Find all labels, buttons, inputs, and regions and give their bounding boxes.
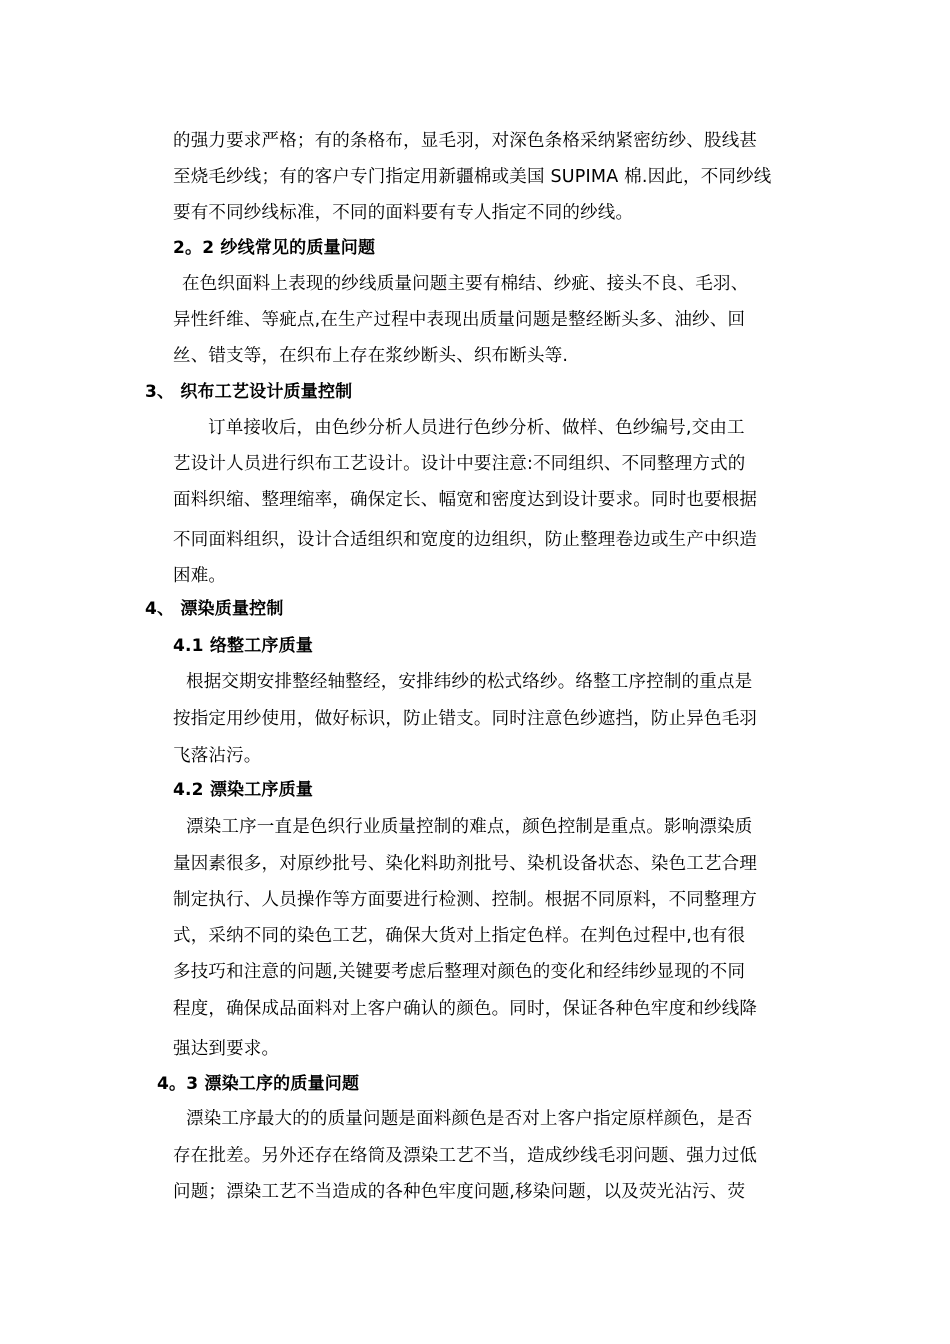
paragraph-line: 订单接收后，由色纱分析人员进行色纱分析、做样、色纱编号,交由工 (208, 418, 745, 438)
paragraph-line: 的强力要求严格；有的条格布，显毛羽，对深色条格采纳紧密纺纱、股线甚 (173, 131, 758, 151)
paragraph-line: 漂染工序一直是色织行业质量控制的难点，颜色控制是重点。影响漂染质 (186, 817, 753, 837)
paragraph-line: 在色织面料上表现的纱线质量问题主要有棉结、纱疵、接头不良、毛羽、 (182, 274, 749, 294)
paragraph-line: 不同面料组织，设计合适组织和宽度的边组织，防止整理卷边或生产中织造 (173, 530, 758, 550)
paragraph-line: 丝、错支等，在织布上存在浆纱断头、织布断头等. (173, 346, 569, 366)
paragraph-line: 制定执行、人员操作等方面要进行检测、控制。根据不同原料，不同整理方 (173, 890, 758, 910)
paragraph-line: 要有不同纱线标准，不同的面料要有专人指定不同的纱线。 (173, 203, 634, 223)
section-heading: 4、 漂染质量控制 (145, 599, 284, 619)
paragraph-line: 困难。 (173, 566, 227, 586)
paragraph-line: 量因素很多，对原纱批号、染化料助剂批号、染机设备状态、染色工艺合理 (173, 854, 758, 874)
paragraph-line: 至烧毛纱线；有的客户专门指定用新疆棉或美国 SUPIMA 棉.因此，不同纱线 (173, 167, 772, 187)
section-heading: 3、 织布工艺设计质量控制 (145, 382, 353, 402)
paragraph-line: 飞落沾污。 (173, 746, 262, 766)
paragraph-line: 艺设计人员进行织布工艺设计。设计中要注意:不同组织、不同整理方式的 (173, 454, 746, 474)
paragraph-line: 程度，确保成品面料对上客户确认的颜色。同时，保证各种色牢度和纱线降 (173, 999, 758, 1019)
paragraph-line: 面料织缩、整理缩率，确保定长、幅宽和密度达到设计要求。同时也要根据 (173, 490, 758, 510)
paragraph-line: 存在批差。另外还存在络筒及漂染工艺不当，造成纱线毛羽问题、强力过低 (173, 1146, 758, 1166)
section-heading: 4.1 络整工序质量 (173, 636, 314, 656)
paragraph-line: 根据交期安排整经轴整经，安排纬纱的松式络纱。络整工序控制的重点是 (186, 672, 753, 692)
section-heading: 4.2 漂染工序质量 (173, 780, 314, 800)
section-heading: 4。3 漂染工序的质量问题 (157, 1074, 360, 1094)
paragraph-line: 强达到要求。 (173, 1039, 280, 1059)
paragraph-line: 漂染工序最大的的质量问题是面料颜色是否对上客户指定原样颜色，是否 (186, 1109, 753, 1129)
paragraph-line: 问题；漂染工艺不当造成的各种色牢度问题,移染问题，以及荧光沾污、荧 (173, 1182, 746, 1202)
section-heading: 2。2 纱线常见的质量问题 (173, 238, 376, 258)
paragraph-line: 异性纤维、等疵点,在生产过程中表现出质量问题是整经断头多、油纱、回 (173, 310, 746, 330)
paragraph-line: 式，采纳不同的染色工艺，确保大货对上指定色样。在判色过程中,也有很 (173, 926, 746, 946)
paragraph-line: 按指定用纱使用，做好标识，防止错支。同时注意色纱遮挡，防止异色毛羽 (173, 709, 758, 729)
paragraph-line: 多技巧和注意的问题,关键要考虑后整理对颜色的变化和经纬纱显现的不同 (173, 962, 746, 982)
